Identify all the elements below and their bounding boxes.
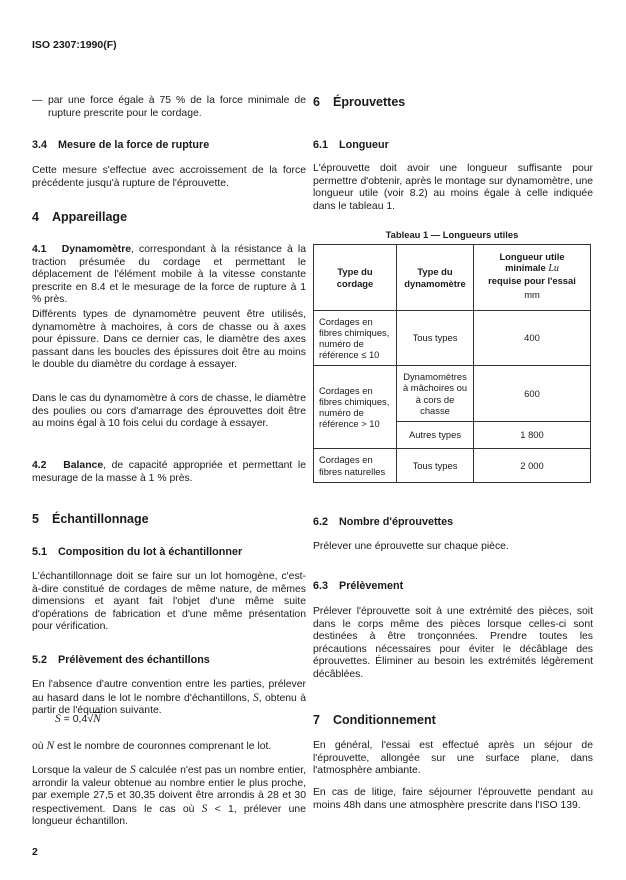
document-id: ISO 2307:1990(F) [32,39,117,51]
table-caption: Tableau 1 — Longueurs utiles [385,229,519,240]
table-cell: 400 [474,311,591,366]
paragraph: En l'absence d'autre convention entre les parties, prélever au hasard dans le lot le nombre d'échantillons, S, obtenu à partir de l'équation suivante. [32,679,306,716]
dash-list-item [32,95,306,120]
table-cell: 1 800 [474,422,591,449]
table-cell: 2 000 [474,449,591,483]
section-heading-7: 7 Conditionnement [313,713,436,727]
column-header: Type du cordage [314,245,397,311]
table-row [314,449,591,483]
paragraph: L'échantillonnage doit se faire sur un lot homogène, c'est-à-dire constitué de cordages de même nature, de mêmes dimensions et ayant fait l'objet d'une même suite d'opérations de fabrication et d'une même présentation pour vérification. [32,571,306,632]
column-header: Longueur utile minimale Lu requise pour l'essai mm [474,245,591,311]
section-heading-5-2: 5.2 Prélèvement des échantillons [32,654,210,666]
page-number: 2 [32,846,38,858]
paragraph: Lorsque la valeur de S calculée n'est pas un nombre entier, arrondir la valeur obtenue au nombre entier le plus proche, par exemple 27,5 et 30,35 doivent être arrondis à 28 et 30 respectivement. Dans le cas où S < 1, prélever une longueur échantillon. [32,764,307,827]
paragraph: où N est le nombre de couronnes comprenant le lot. [32,740,272,752]
paragraph: En général, l'essai est effectué après un séjour de l'éprouvette, allongée sur une surface plane, dans l'atmosphère ambiante. [313,740,593,776]
paragraph: Dans le cas du dynamomètre à cors de chasse, le diamètre des poulies ou cors d'amarrage des éprouvettes doit être au moins égal à 10 fois celui du cordage à essayer. [32,393,306,429]
table-header-row [314,245,591,311]
table-cell: Cordages en fibres naturelles [314,449,397,483]
table-cell: Tous types [397,449,474,483]
table-row [314,311,591,366]
section-heading-6-1: 6.1 Longueur [313,139,389,151]
section-heading-6: 6 Éprouvettes [313,95,406,109]
section-heading-6-2: 6.2 Nombre d'éprouvettes [313,516,454,528]
lengths-table [313,244,591,483]
list-item-text: par une force égale à 75 % de la force minimale de rupture prescrite pour le cordage. [48,95,306,119]
table-cell: 600 [474,366,591,422]
section-heading-5-1: 5.1 Composition du lot à échantillonner [32,546,243,558]
table-cell: Dynamomètres à mâchoires ou à cors de chasse [397,366,474,422]
table-cell: Autres types [397,422,474,449]
paragraph: Différents types de dynamomètre peuvent être utilisés, dynamomètre à machoires, à cors de chasse ou à axes pour épissure. Dans ce dernier cas, le diamètre des axes passant dans les boucles des épissures doit être au moins le double du diamètre du cordage à essayer. [32,309,306,370]
table-cell: Cordages en fibres chimiques, numéro de référence > 10 [314,366,397,449]
paragraph-4-1: 4.1 Dynamomètre, correspondant à la résistance à la traction présumée du cordage et permettant le déplacement de l'élément mobile à la vitesse constante prescrite en 8.4 et le mesurage de la force de rupture à 1 % près. [32,244,306,305]
paragraph: Prélever une éprouvette sur chaque pièce. [313,541,509,552]
paragraph: L'éprouvette doit avoir une longueur suffisante pour permettre d'obtenir, après le montage sur dynamomètre, une longueur utile (voir 8.2) au moins égale à celle indiquée dans le tableau 1. [313,163,593,212]
paragraph: En cas de litige, faire séjourner l'éprouvette pendant au moins 48h dans une atmosphère prescrite dans l'ISO 139. [313,787,593,811]
table-cell: Cordages en fibres chimiques, numéro de référence ≤ 10 [314,311,397,366]
section-heading-6-3: 6.3 Prélèvement [313,580,404,592]
table-row [314,366,591,422]
section-heading-4: 4 Appareillage [32,210,128,224]
column-header: Type du dynamomètre [397,245,474,311]
equation: S = 0,4√N [55,713,101,725]
table-cell: Tous types [397,311,474,366]
dash-bullet: — [32,95,43,106]
section-heading-5: 5 Échantillonnage [32,512,149,526]
section-heading-3-4: 3.4 Mesure de la force de rupture [32,139,210,151]
paragraph: Prélever l'éprouvette soit à une extrémité des pièces, soit dans le corps même des pièces lorsque celles-ci sont destinées à être tronçonnées. Prendre toutes les précautions nécessaires pour éviter le décâblage des éprouvettes. Éliminer au besoin les extrémités légèrement décâblées. [313,606,593,680]
paragraph: Cette mesure s'effectue avec accroissement de la force précédente jusqu'à rupture de l'éprouvette. [32,165,306,189]
paragraph-4-2: 4.2 Balance, de capacité appropriée et permettant le mesurage de la masse à 1 % près. [32,460,306,484]
